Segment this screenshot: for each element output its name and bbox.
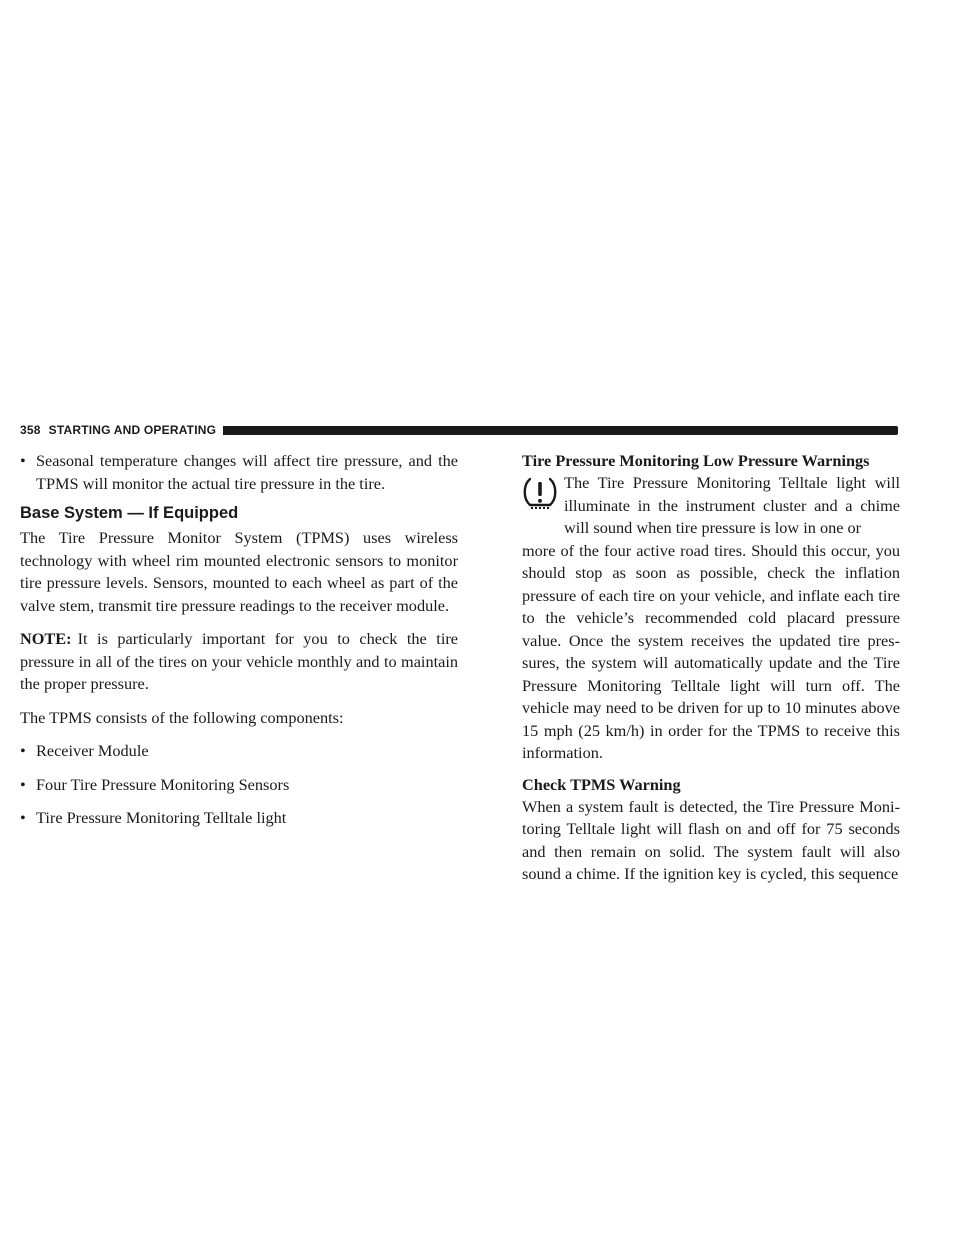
component-item (20, 774, 458, 797)
note-paragraph (20, 628, 458, 696)
bullet-seasonal (20, 450, 458, 495)
tire-pressure-warning-icon (522, 476, 564, 528)
component-item (20, 807, 458, 830)
left-column (20, 450, 458, 830)
component-item-text: Four Tire Pressure Monitoring Sensors (36, 774, 290, 794)
bullet-dot: • (20, 774, 26, 794)
bullet-seasonal-text: Seasonal temperature changes will affect tire pressure, and the TPMS will monitor the actual tire pressure in the tire. (36, 451, 458, 493)
component-item-text: Receiver Module (36, 741, 149, 760)
heading-check-tpms: Check TPMS Warning (522, 774, 681, 794)
section-title: STARTING AND OPERATING (48, 423, 217, 437)
paragraph-low-pressure-1: The Tire Pressure Monitoring Telltale light will illuminate in the instrument cluster and a chime will sound when tire pressure is low in one or (564, 473, 900, 537)
paragraph-low-pressure-2: more of the four active road tires. Should this occur, you should stop as soon as possible, check the inflation pressure of each tire on your vehicle, and inflate each tire to the vehicle’s recommended cold placard pressure value. Once the system receives the updated tire pres-sures, the system will automatically update and the Tire Pressure Monitoring Telltale light will turn off. The vehicle may need to be driven for up to 10 minutes above 15 mph (25 km/h) in order for the TPMS to receive this information. (522, 540, 900, 762)
note-label: NOTE: (20, 629, 72, 648)
components-intro: The TPMS consists of the following components: (20, 707, 344, 727)
right-column (522, 450, 900, 886)
heading-low-pressure: Tire Pressure Monitoring Low Pressure Warnings (522, 451, 870, 470)
bullet-dot: • (20, 451, 26, 470)
component-item-text: Tire Pressure Monitoring Telltale light (36, 808, 287, 827)
paragraph-check-tpms: When a system fault is detected, the Tire Pressure Moni-toring Telltale light will flash on and off for 75 seconds and then remain on solid. The system fault will also sound a chime. If the ignition key is cycled, this sequence (522, 796, 900, 883)
heading-base-system: Base System — If Equipped (20, 504, 239, 522)
bullet-dot: • (20, 741, 26, 760)
paragraph-tpms-intro: The Tire Pressure Monitor System (TPMS) uses wireless technology with wheel rim mounted electronic sensors to monitor tire pressure levels. Sensors, mounted to each wheel as part of the valve stem, transmit tire pressure readings to the receiver module. (20, 528, 458, 615)
note-text: It is particularly important for you to check the tire pressure in all of the tires on your vehicle monthly and to maintain the proper pressure. (20, 629, 458, 693)
bullet-dot: • (20, 808, 26, 827)
page-header (20, 423, 898, 437)
header-rule (223, 426, 898, 435)
page-number: 358 (20, 423, 41, 437)
component-item (20, 740, 458, 763)
